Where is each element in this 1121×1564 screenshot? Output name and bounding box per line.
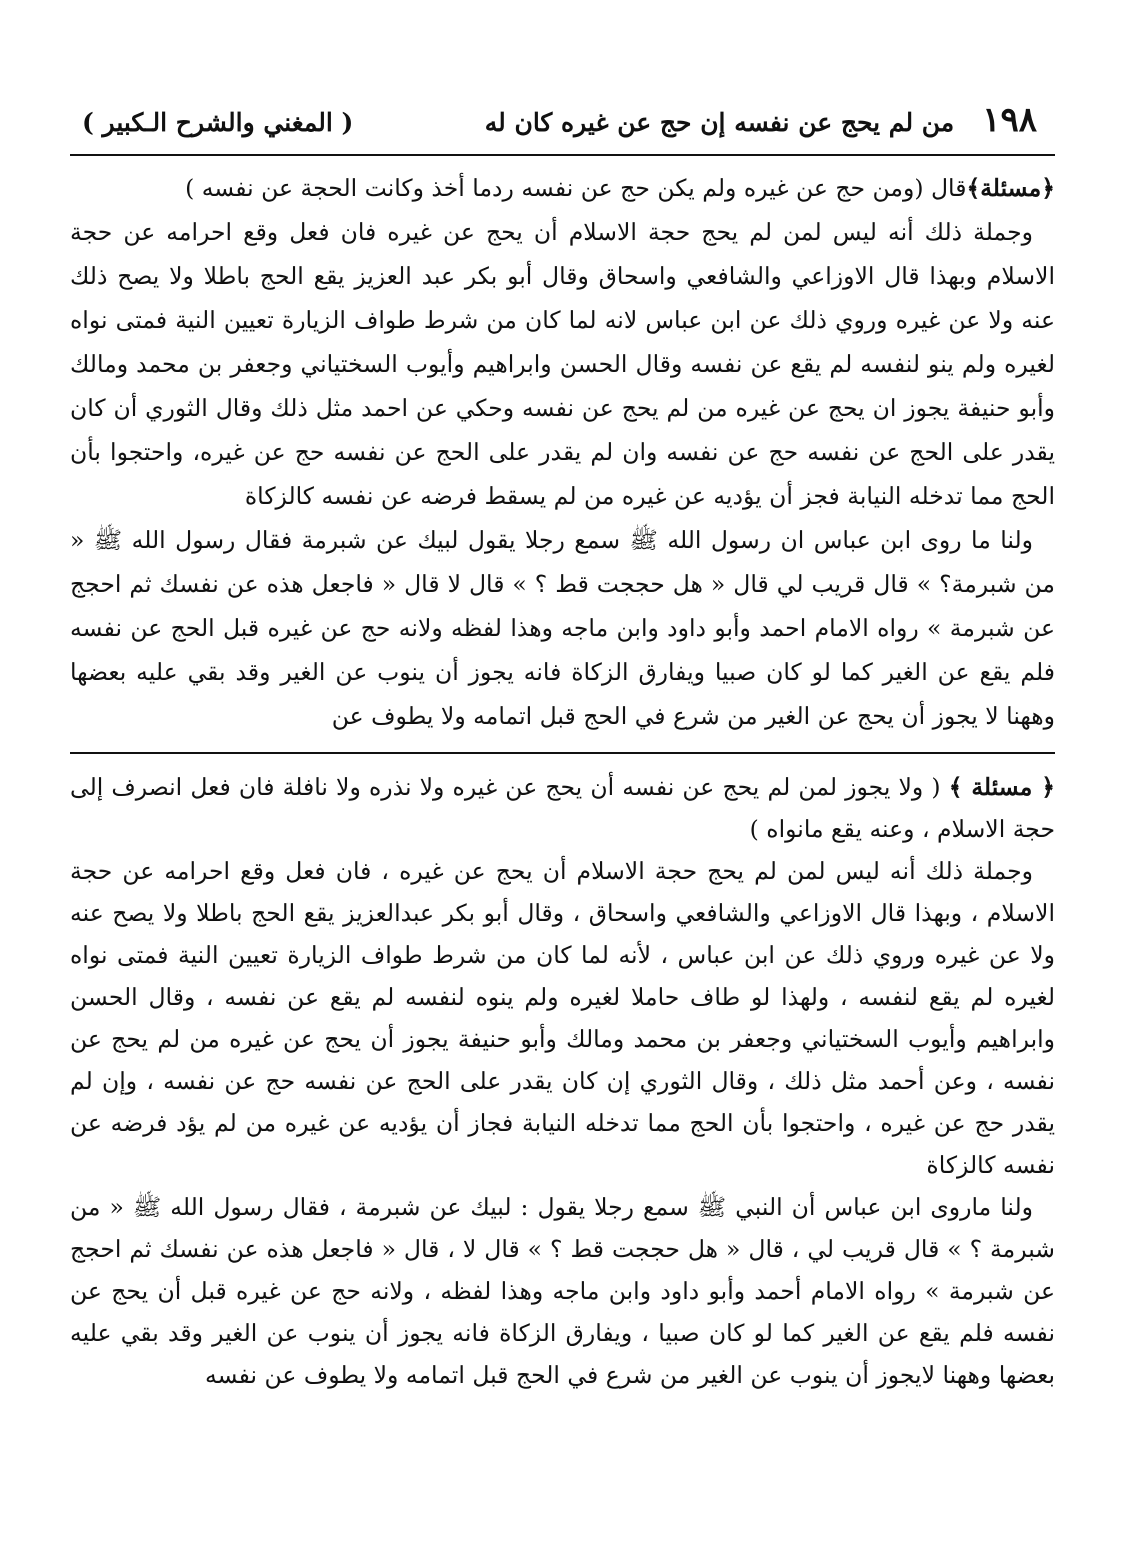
masala-label: ﴿ مسئلة ﴾	[948, 773, 1055, 801]
upper-paragraph-2: ولنا ما روى ابن عباس ان رسول الله ﷺ سمع رجلا يقول لبيك عن شبرمة فقال رسول الله ﷺ « من شبرمة؟ » قال قريب لي قال « هل حججت قط ؟ » قال لا قال « فاجعل هذه عن نفسك ثم احجج عن شبرمة » رواه الامام احمد وأبو داود وابن ماجه وهذا لفظه ولانه حج عن غيره قبل الحج عن نفسه فلم يقع عن الغير كما لو كان صبيا ويفارق الزكاة فانه يجوز أن ينوب عن الغير وقد بقي عليه بعضها وههنا لا يجوز أن يحج عن الغير من شرع في الحج قبل اتمامه ولا يطوف عن	[70, 526, 1055, 730]
book-title: ( المغني والشرح الـكبير )	[82, 108, 354, 137]
masala-heading	[70, 166, 1055, 210]
lower-section	[70, 766, 1055, 1396]
page-header	[70, 100, 1055, 160]
header-rule	[70, 154, 1055, 156]
masala-text: قال (ومن حج عن غيره ولم يكن حج عن نفسه ردما أخذ وكانت الحجة عن نفسه )	[185, 174, 967, 202]
upper-section	[70, 166, 1055, 738]
lower-paragraph-2: ولنا ماروى ابن عباس أن النبي ﷺ سمع رجلا يقول : لبيك عن شبرمة ، فقال رسول الله ﷺ « من شبرمة ؟ » قال قريب لي ، قال « هل حججت قط ؟ » قال لا ، قال « فاجعل هذه عن نفسك ثم احجج عن شبرمة » رواه الامام أحمد وأبو داود وابن ماجه وهذا لفظه ، ولانه حج عن غيره قبل أن يحج عن نفسه فلم يقع عن الغير كما لو كان صبيا ، ويفارق الزكاة فانه يجوز أن ينوب عن الغير وقد بقي عليه بعضها وههنا لايجوز أن ينوب عن الغير من شرع في الحج قبل اتمامه ولا يطوف عن نفسه	[70, 1193, 1055, 1389]
masala-heading	[70, 766, 1055, 850]
book-page	[70, 100, 1055, 1500]
lower-paragraph-1: وجملة ذلك أنه ليس لمن لم يحج حجة الاسلام أن يحج عن غيره ، فان فعل وقع احرامه عن حجة الاسلام ، وبهذا قال الاوزاعي والشافعي واسحاق ، وقال أبو بكر عبدالعزيز يقع الحج باطلا ولا يصح عنه ولا عن غيره وروي ذلك عن ابن عباس ، لأنه لما كان من شرط طواف الزيارة تعيين النية فمتى نواه لغيره لم يقع لنفسه ، ولهذا لو طاف حاملا لغيره ولم ينوه لنفسه لم يقع عن نفسه ، وقال الحسن وابراهيم وأيوب السختياني وجعفر بن محمد ومالك وأبو حنيفة يجوز أن يحج عن غيره من لم يحج عن نفسه ، وعن أحمد مثل ذلك ، وقال الثوري إن كان يقدر على الحج عن نفسه حج عن نفسه ، وإن لم يقدر حج عن غيره ، واحتجوا بأن الحج مما تدخله النيابة فجاز أن يؤديه عن غيره من لم يؤد فرضه عن نفسه كالزكاة	[70, 857, 1055, 1179]
section-divider	[70, 752, 1055, 754]
masala-text: ( ولا يجوز لمن لم يحج عن نفسه أن يحج عن غيره ولا نذره ولا نافلة فان فعل انصرف إلى حجة الاسلام ، وعنه يقع مانواه )	[70, 773, 1055, 843]
upper-paragraph-1: وجملة ذلك أنه ليس لمن لم يحج حجة الاسلام أن يحج عن غيره فان فعل وقع احرامه عن حجة الاسلام وبهذا قال الاوزاعي والشافعي واسحاق وقال أبو بكر عبد العزيز يقع الحج باطلا ولا يصح ذلك عنه ولا عن غيره وروي ذلك عن ابن عباس لانه لما كان من شرط طواف الزيارة تعيين النية فمتى نواه لغيره ولم ينو لنفسه لم يقع عن نفسه وقال الحسن وابراهيم وأيوب السختياني وجعفر بن محمد ومالك وأبو حنيفة يجوز ان يحج عن غيره من لم يحج عن نفسه وحكي عن احمد مثل ذلك وقال الثوري أن كان يقدر على الحج عن نفسه حج عن نفسه وان لم يقدر على الحج عن نفسه حج عن غيره، واحتجوا بأن الحج مما تدخله النيابة فجز أن يؤديه عن غيره من لم يسقط فرضه عن نفسه كالزكاة	[70, 218, 1055, 510]
page-number: ١٩٨	[982, 100, 1037, 140]
masala-label: ﴿مسئلة﴾	[966, 174, 1055, 202]
running-title: من لم يحج عن نفسه إن حج عن غيره كان له	[484, 108, 955, 137]
